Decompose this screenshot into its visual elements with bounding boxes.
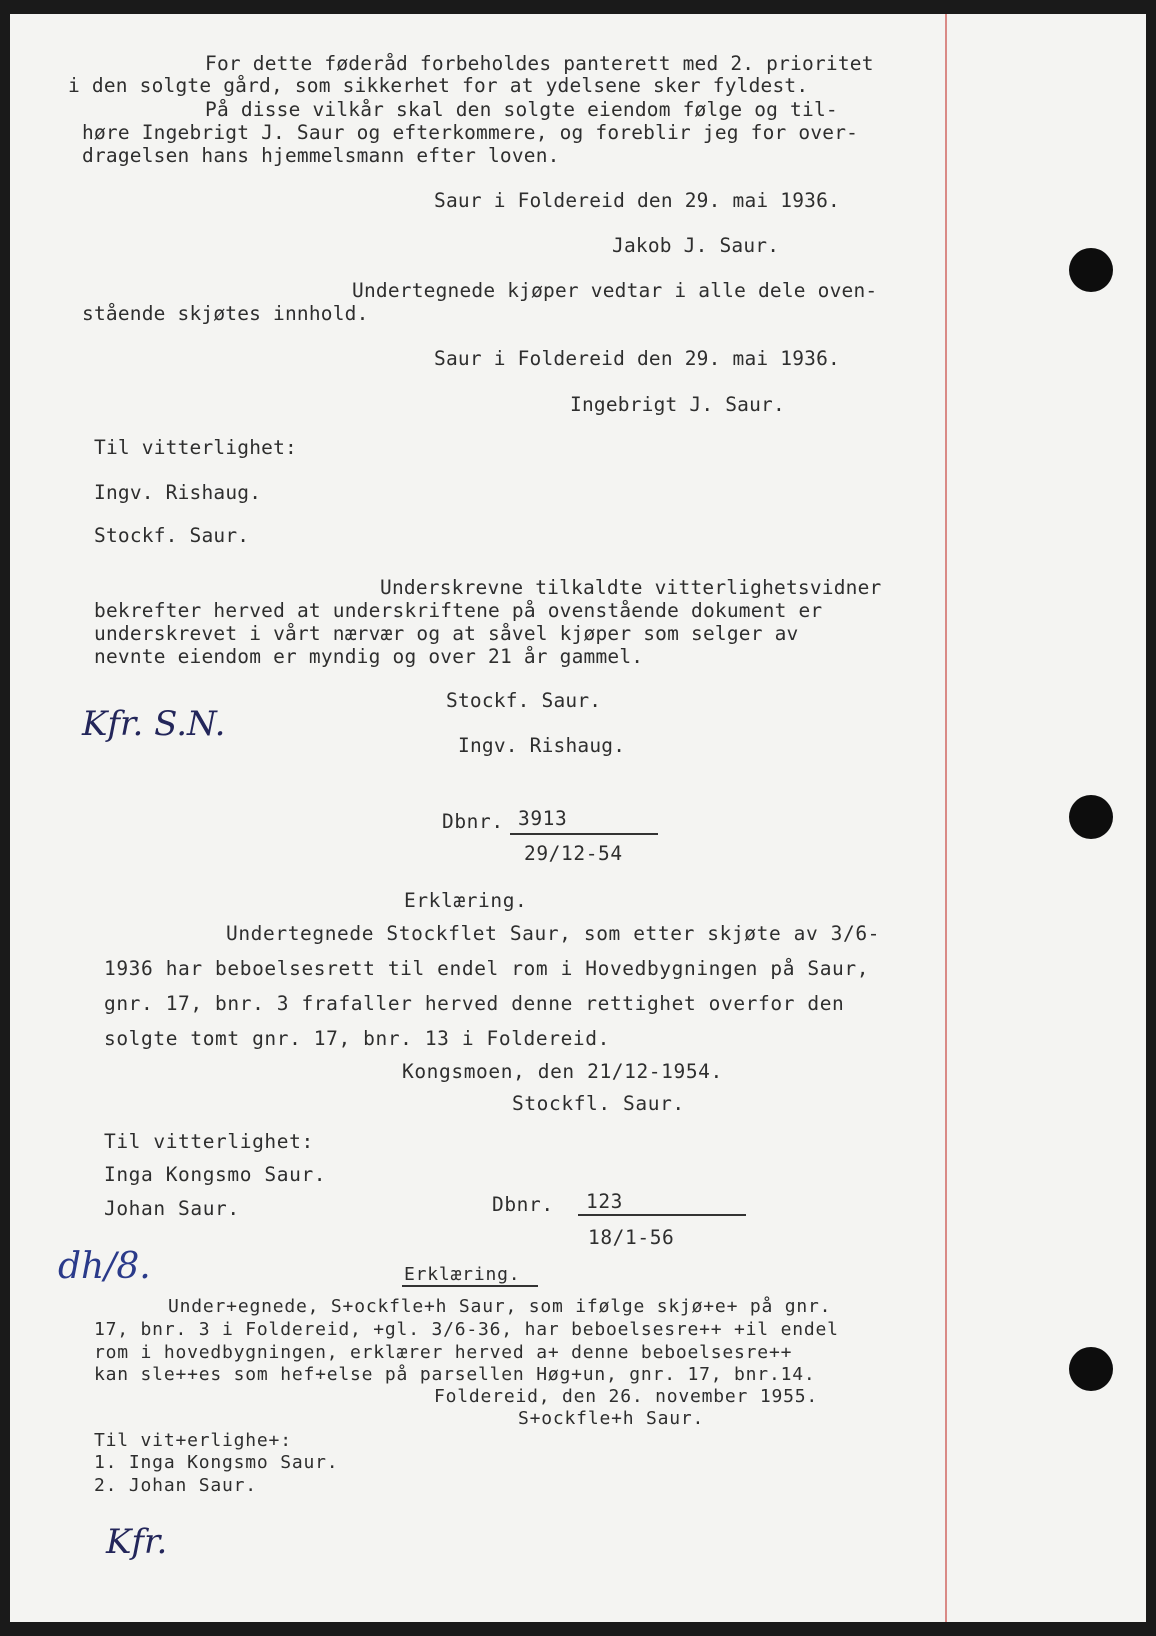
dbnr-label: Dbnr. [492, 1193, 554, 1216]
declaration-heading: Erklæring. [404, 1264, 521, 1285]
place-date: Saur i Foldereid den 29. mai 1936. [434, 189, 840, 212]
place-date: Saur i Foldereid den 29. mai 1936. [434, 347, 840, 370]
text-line: gnr. 17, bnr. 3 frafaller herved denne rettighet overfor den [104, 992, 845, 1015]
signature-buyer: Ingebrigt J. Saur. [570, 393, 785, 416]
punch-hole [1069, 1347, 1113, 1391]
text-line: i den solgte gård, som sikkerhet for at ydelsene sker fyldest. [68, 74, 809, 97]
text-line: stående skjøtes innhold. [82, 302, 369, 325]
dbnr-date: 18/1-56 [588, 1226, 675, 1249]
dbnr-value: 123 [586, 1190, 624, 1213]
witness-name: 1. Inga Kongsmo Saur. [94, 1452, 339, 1473]
signature-seller: Jakob J. Saur. [612, 234, 780, 257]
witness-signature: Ingv. Rishaug. [458, 734, 626, 757]
signature: S+ockfle+h Saur. [518, 1408, 705, 1429]
dbnr-date: 29/12-54 [524, 842, 623, 865]
declaration-heading: Erklæring. [404, 889, 528, 912]
place-date: Kongsmoen, den 21/12-1954. [402, 1060, 723, 1083]
dbnr-label: Dbnr. [442, 810, 504, 833]
heading-underline [402, 1285, 538, 1287]
witness-signature: Stockf. Saur. [446, 689, 602, 712]
witness-name: 2. Johan Saur. [94, 1475, 257, 1496]
text-line: dragelsen hans hjemmelsmann efter loven. [82, 144, 560, 167]
place-date: Foldereid, den 26. november 1955. [434, 1386, 819, 1407]
text-line: kan sle++es som hef+else på parsellen Høg+un, gnr. 17, bnr.14. [94, 1364, 816, 1385]
witness-name: Ingv. Rishaug. [94, 481, 262, 504]
dbnr-underline [578, 1214, 746, 1216]
text-line: rom i hovedbygningen, erklærer herved a+ denne beboelsesre++ [94, 1342, 793, 1363]
witness-heading: Til vit+erlighe+: [94, 1430, 292, 1451]
dbnr-underline [510, 833, 658, 835]
margin-note: dh/8. [58, 1246, 151, 1287]
text-line: Underskrevne tilkaldte vitterlighetsvidner [380, 576, 882, 599]
document-page [10, 14, 1146, 1622]
text-line: Undertegnede Stockflet Saur, som etter skjøte av 3/6- [226, 922, 881, 945]
margin-note: Kfr. [106, 1522, 168, 1562]
margin-note: Kfr. S.N. [82, 704, 226, 744]
text-line: solgte tomt gnr. 17, bnr. 13 i Foldereid. [104, 1027, 610, 1050]
text-line: 1936 har beboelsesrett til endel rom i Hovedbygningen på Saur, [104, 957, 870, 980]
text-line: høre Ingebrigt J. Saur og efterkommere, og foreblir jeg for over- [82, 121, 859, 144]
text-line: nevnte eiendom er myndig og over 21 år gammel. [94, 645, 644, 668]
text-line: underskrevet i vårt nærvær og at såvel kjøper som selger av [94, 622, 799, 645]
text-line: Undertegnede kjøper vedtar i alle dele oven- [352, 279, 878, 302]
witness-heading: Til vitterlighet: [94, 436, 297, 459]
dbnr-value: 3913 [518, 807, 568, 830]
signature: Stockfl. Saur. [512, 1092, 685, 1115]
text-line: For dette føderåd forbeholdes panterett med 2. prioritet [205, 52, 874, 75]
witness-heading: Til vitterlighet: [104, 1130, 314, 1153]
text-line: bekrefter herved at underskriftene på ovenstående dokument er [94, 599, 823, 622]
text-line: Under+egnede, S+ockfle+h Saur, som ifølge skjø+e+ på gnr. [168, 1296, 832, 1317]
witness-name: Stockf. Saur. [94, 524, 250, 547]
punch-hole [1069, 248, 1113, 292]
text-line: 17, bnr. 3 i Foldereid, +gl. 3/6-36, har beboelsesre++ +il endel [94, 1319, 839, 1340]
punch-hole [1069, 795, 1113, 839]
witness-name: Inga Kongsmo Saur. [104, 1163, 327, 1186]
witness-name: Johan Saur. [104, 1197, 240, 1220]
text-line: På disse vilkår skal den solgte eiendom følge og til- [205, 98, 838, 121]
margin-line [945, 14, 947, 1622]
